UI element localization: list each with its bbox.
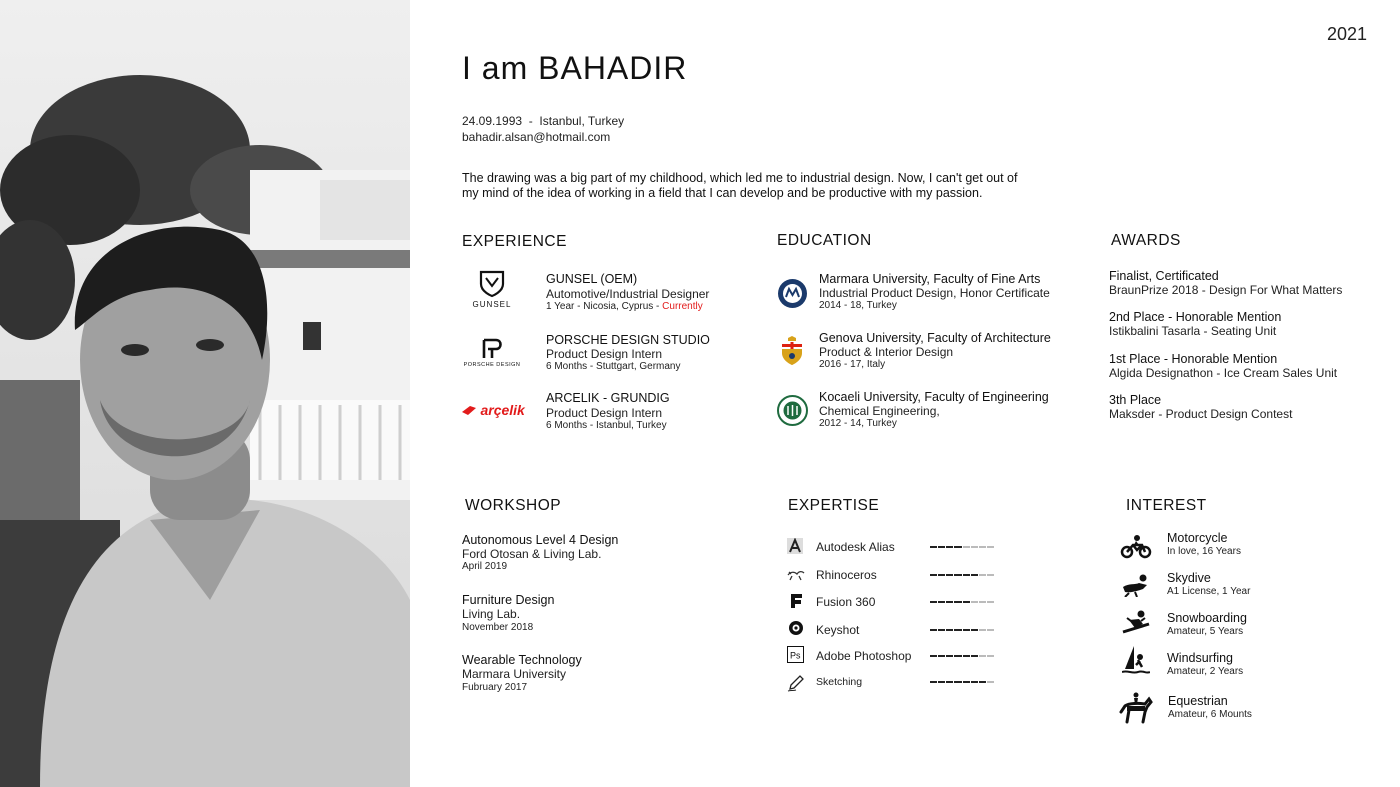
award-detail-3: Algida Designathon - Ice Cream Sales Unit	[1109, 366, 1338, 380]
skill-name-4: Keyshot	[816, 623, 860, 637]
edu-period-2: 2016 - 17, Italy	[819, 359, 886, 370]
skill-bar-segment	[963, 546, 970, 548]
skill-bar-segment	[987, 681, 994, 683]
gunsel-logo	[462, 270, 522, 312]
skill-name-3: Fusion 360	[816, 595, 876, 609]
skill-bar-segment	[954, 655, 961, 657]
workshop-org-1: Ford Otosan & Living Lab.	[462, 547, 602, 561]
skill-bar-6	[930, 681, 994, 683]
skill-bar-1	[930, 546, 994, 548]
skill-bar-segment	[971, 655, 978, 657]
arcelik-logo	[462, 401, 525, 419]
skill-bar-segment	[954, 574, 961, 576]
arcelik-logo-text: arçelik	[480, 401, 525, 418]
intro-text: The drawing was a big part of my childhood, which led me to industrial design. Now, I can't get out of my mind of the idea of working in a field that I can develop and be productive with my passion.	[462, 171, 1018, 200]
skill-bar-segment	[954, 601, 961, 603]
interest-detail-3: Amateur, 5 Years	[1167, 626, 1244, 637]
skill-bar-segment	[938, 629, 945, 631]
skill-name-1: Autodesk Alias	[816, 540, 895, 554]
skill-bar-segment	[938, 601, 945, 603]
workshop-title-1: Autonomous Level 4 Design	[462, 533, 619, 547]
workshop-date-3: Fubruary 2017	[462, 682, 528, 693]
skill-bar-segment	[971, 681, 978, 683]
skill-bar-segment	[979, 574, 986, 576]
award-title-2: 2nd Place - Honorable Mention	[1109, 310, 1282, 324]
gunsel-logo-text: GUNSEL	[472, 300, 512, 309]
exp-company-2: PORSCHE DESIGN STUDIO	[546, 333, 710, 347]
exp-period-2: 6 Months - Stuttgart, Germany	[546, 361, 681, 372]
exp-role-2: Product Design Intern	[546, 347, 663, 361]
exp-period-1	[546, 300, 703, 313]
skill-bar-2	[930, 574, 994, 576]
interest-heading: INTEREST	[1126, 497, 1207, 514]
skill-bar-segment	[963, 681, 970, 683]
rhino-icon	[787, 567, 805, 586]
snowboard-icon	[1121, 610, 1151, 641]
skill-bar-5	[930, 655, 994, 657]
skill-bar-segment	[954, 681, 961, 683]
email-link[interactable]: bahadir.alsan@hotmail.com	[462, 130, 611, 144]
skill-bar-segment	[971, 601, 978, 603]
workshop-org-3: Marmara University	[462, 667, 567, 681]
horse-icon	[1119, 692, 1153, 729]
exp-period-1-text: 1 Year - Nicosia, Cyprus -	[546, 301, 663, 312]
fusion-icon	[789, 593, 803, 614]
education-heading: EDUCATION	[777, 232, 872, 249]
skill-bar-segment	[946, 574, 953, 576]
skill-bar-segment	[979, 601, 986, 603]
skill-bar-3	[930, 601, 994, 603]
edu-program-1-text: Industrial Product Design,	[819, 286, 960, 300]
skill-bar-segment	[954, 546, 961, 548]
skill-bar-segment	[963, 629, 970, 631]
skill-bar-segment	[987, 546, 994, 548]
skill-bar-segment	[946, 629, 953, 631]
workshop-title-2: Furniture Design	[462, 593, 555, 607]
interest-name-5: Equestrian	[1168, 694, 1228, 708]
skill-bar-segment	[979, 546, 986, 548]
skill-bar-segment	[930, 546, 937, 548]
skill-bar-segment	[979, 655, 986, 657]
skill-bar-segment	[971, 574, 978, 576]
award-title-1: Finalist, Certificated	[1109, 269, 1219, 283]
motorcycle-icon	[1120, 533, 1152, 564]
skill-bar-segment	[963, 574, 970, 576]
workshop-title-3: Wearable Technology	[462, 653, 582, 667]
arcelik-mark-icon	[462, 404, 476, 416]
workshop-date-1: April 2019	[462, 561, 508, 572]
interest-name-2: Skydive	[1167, 571, 1211, 585]
edu-program-2: Product & Interior Design	[819, 345, 954, 359]
interest-name-3: Snowboarding	[1167, 611, 1247, 625]
skill-bar-segment	[963, 601, 970, 603]
interest-detail-2: A1 License, 1 Year	[1167, 586, 1251, 597]
porsche-logo-text: PORSCHE DESIGN	[463, 362, 521, 368]
skill-bar-segment	[946, 546, 953, 548]
year-label: 2021	[1326, 24, 1367, 44]
award-title-3: 1st Place - Honorable Mention	[1109, 352, 1278, 366]
skill-bar-segment	[938, 655, 945, 657]
award-title-4: 3th Place	[1109, 393, 1162, 407]
page-title: I am BAHADIR	[462, 50, 688, 86]
skill-bar-segment	[946, 655, 953, 657]
skill-bar-segment	[938, 681, 945, 683]
honor-certificate: Honor Certificate	[959, 286, 1050, 300]
edu-school-2: Genova University, Faculty of Architecture	[819, 331, 1051, 345]
keyshot-icon	[788, 620, 804, 641]
skill-bar-segment	[930, 655, 937, 657]
interest-name-4: Windsurfing	[1167, 651, 1233, 665]
skill-bar-segment	[930, 629, 937, 631]
experience-heading: EXPERIENCE	[462, 233, 567, 250]
award-detail-1: BraunPrize 2018 - Design For What Matters	[1109, 283, 1343, 297]
skydive-icon	[1121, 573, 1151, 602]
interest-detail-5: Amateur, 6 Mounts	[1168, 709, 1252, 720]
personal-info	[462, 113, 624, 129]
expertise-heading: EXPERTISE	[788, 497, 880, 514]
skill-bar-segment	[987, 574, 994, 576]
exp-period-3: 6 Months - Istanbul, Turkey	[546, 420, 667, 431]
skill-bar-segment	[987, 655, 994, 657]
edu-program-3: Chemical Engineering,	[819, 404, 940, 418]
profile-photo	[0, 0, 410, 787]
skill-bar-segment	[987, 601, 994, 603]
current-badge: Currently	[662, 301, 703, 312]
skill-bar-segment	[987, 629, 994, 631]
workshop-org-2: Living Lab.	[462, 607, 521, 621]
skill-name-2: Rhinoceros	[816, 568, 877, 582]
edu-school-1: Marmara University, Faculty of Fine Arts	[819, 272, 1041, 286]
awards-heading: AWARDS	[1111, 232, 1181, 249]
edu-program-1	[819, 286, 1050, 300]
alias-icon	[787, 538, 803, 559]
interest-name-1: Motorcycle	[1167, 531, 1228, 545]
exp-role-1: Automotive/Industrial Designer	[546, 287, 710, 301]
skill-name-6: Sketching	[816, 676, 863, 688]
genova-crest-icon	[780, 336, 804, 371]
location: Istanbul, Turkey	[539, 114, 625, 128]
dob: 24.09.1993	[462, 114, 523, 128]
svg-text:Ps: Ps	[790, 650, 801, 661]
porsche-design-logo	[462, 338, 522, 370]
skill-bar-segment	[971, 629, 978, 631]
photoshop-icon	[787, 646, 804, 668]
skill-bar-segment	[954, 629, 961, 631]
edu-period-3: 2012 - 14, Turkey	[819, 418, 897, 429]
skill-bar-segment	[930, 574, 937, 576]
skill-bar-segment	[971, 546, 978, 548]
skill-bar-segment	[979, 629, 986, 631]
marmara-seal-icon	[777, 278, 808, 314]
interest-detail-1: In love, 16 Years	[1167, 546, 1241, 557]
skill-bar-segment	[938, 546, 945, 548]
skill-bar-segment	[979, 681, 986, 683]
skill-bar-4	[930, 629, 994, 631]
workshop-heading: WORKSHOP	[465, 497, 562, 514]
edu-school-3: Kocaeli University, Faculty of Engineering	[819, 390, 1049, 404]
skill-bar-segment	[930, 601, 937, 603]
skill-bar-segment	[946, 681, 953, 683]
exp-role-3: Product Design Intern	[546, 406, 663, 420]
separator: -	[525, 114, 537, 128]
skill-bar-segment	[963, 655, 970, 657]
exp-company-1: GUNSEL (OEM)	[546, 272, 638, 286]
award-detail-2: Istikbalini Tasarla - Seating Unit	[1109, 324, 1277, 338]
pencil-icon	[787, 674, 805, 697]
windsurf-icon	[1122, 645, 1150, 682]
workshop-date-2: November 2018	[462, 622, 534, 633]
edu-period-1: 2014 - 18, Turkey	[819, 300, 897, 311]
skill-bar-segment	[938, 574, 945, 576]
kocaeli-seal-icon	[777, 395, 808, 431]
interest-detail-4: Amateur, 2 Years	[1167, 666, 1244, 677]
exp-company-3: ARCELIK - GRUNDIG	[546, 391, 670, 405]
skill-name-5: Adobe Photoshop	[816, 649, 912, 663]
award-detail-4: Maksder - Product Design Contest	[1109, 407, 1293, 421]
skill-bar-segment	[930, 681, 937, 683]
skill-bar-segment	[946, 601, 953, 603]
